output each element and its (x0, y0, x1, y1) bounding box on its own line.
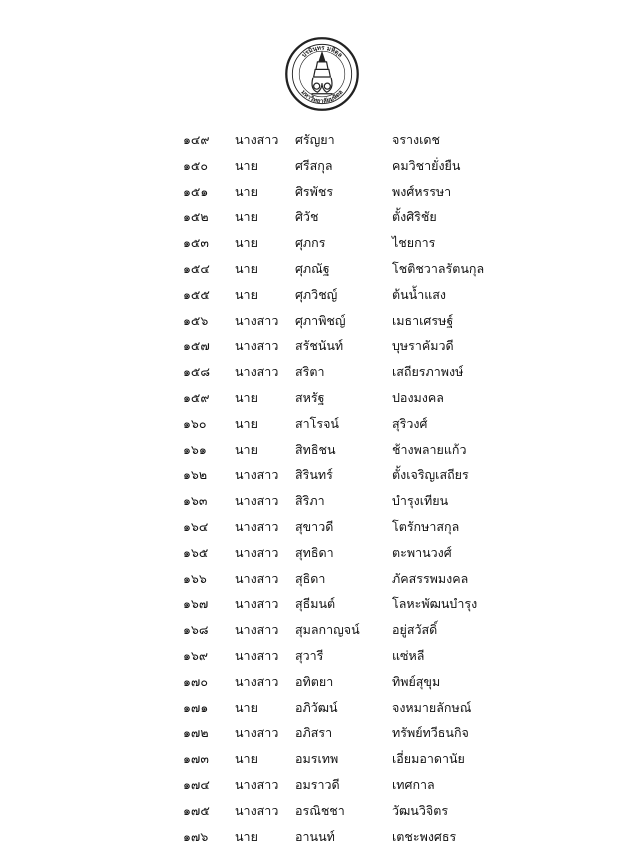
item-title: นางสาว (235, 364, 279, 380)
item-title: นางสาว (235, 776, 279, 792)
item-title: นางสาว (235, 493, 279, 509)
item-last-name: ตะพานวงศ์ (392, 544, 452, 560)
seal-bottom-text: มหาวิทยาลัยมหิดล (299, 88, 345, 105)
item-last-name: ตั้งเจริญเสถียร (392, 467, 469, 483)
item-first-name: ศิวัช (295, 209, 319, 225)
list-item (0, 179, 631, 205)
item-title: นางสาว (235, 570, 279, 586)
list-item (0, 772, 631, 798)
list-item (0, 462, 631, 488)
list-item (0, 308, 631, 334)
seal-top-text: ปรมินฺทร มหิตฺล (300, 44, 344, 60)
item-number: ๑๕๓ (183, 235, 209, 251)
item-last-name: เอี่ยมอาดานัย (392, 751, 465, 767)
item-title: นาย (235, 183, 258, 199)
item-first-name: สุธิดา (295, 570, 326, 586)
item-first-name: สิทธิชน (295, 441, 336, 457)
item-number: ๑๗๔ (183, 776, 210, 792)
item-number: ๑๕๒ (183, 209, 209, 225)
item-number: ๑๕๔ (183, 260, 210, 276)
item-first-name: อภิสรา (295, 725, 333, 741)
item-last-name: คมวิชายั่งยืน (392, 157, 461, 173)
item-title: นางสาว (235, 802, 279, 818)
item-first-name: สุวารี (295, 647, 324, 663)
item-number: ๑๔๙ (183, 132, 210, 147)
item-first-name: สริตา (295, 364, 325, 380)
item-title: นาย (235, 157, 258, 173)
list-item (0, 514, 631, 540)
item-last-name: เมธาเศรษฐ์ (392, 312, 454, 328)
item-first-name: ศุภาพิชญ์ (295, 312, 346, 328)
item-number: ๑๖๓ (183, 493, 208, 509)
item-title: นางสาว (235, 338, 279, 354)
item-last-name: เสถียรภาพงษ์ (392, 364, 464, 380)
list-item (0, 204, 631, 230)
item-last-name: โชติชวาลรัตนกุล (392, 260, 485, 276)
list-item (0, 746, 631, 772)
item-number: ๑๗๕ (183, 802, 210, 818)
item-title: นางสาว (235, 312, 279, 328)
item-title: นางสาว (235, 596, 279, 612)
item-title: นาย (235, 235, 258, 251)
item-last-name: แซ่หลี (392, 647, 425, 663)
item-title: นาย (235, 751, 258, 767)
item-title: นางสาว (235, 544, 279, 560)
item-number: ๑๕๕ (183, 286, 210, 302)
item-last-name: เทศกาล (392, 776, 435, 792)
item-first-name: สุธีมนต์ (295, 596, 336, 612)
item-number: ๑๖๘ (183, 622, 209, 638)
item-number: ๑๗๖ (183, 828, 209, 844)
list-item (0, 643, 631, 669)
item-first-name: อมราวดี (295, 776, 340, 792)
item-title: นาย (235, 260, 258, 276)
item-last-name: เตชะพงศธร (392, 828, 457, 844)
item-number: ๑๖๗ (183, 596, 209, 612)
item-number: ๑๗๑ (183, 699, 209, 715)
list-item (0, 333, 631, 359)
item-last-name: ภัคสรรพมงคล (392, 570, 469, 586)
university-seal-logo (284, 36, 360, 112)
item-title: นางสาว (235, 132, 279, 147)
item-number: ๑๕๑ (183, 183, 209, 199)
item-number: ๑๖๙ (183, 647, 209, 663)
item-number: ๑๗๓ (183, 751, 209, 767)
list-item (0, 411, 631, 437)
list-item (0, 798, 631, 824)
item-number: ๑๕๖ (183, 312, 209, 328)
item-number: ๑๕๘ (183, 364, 211, 380)
list-item (0, 617, 631, 643)
list-item (0, 437, 631, 463)
item-number: ๑๗๒ (183, 725, 209, 741)
item-first-name: ศรัญยา (295, 132, 335, 147)
list-item (0, 591, 631, 617)
item-number: ๑๖๖ (183, 570, 207, 586)
item-last-name: พงศ์หรรษา (392, 183, 452, 199)
item-title: นางสาว (235, 467, 279, 483)
item-title: นางสาว (235, 647, 279, 663)
item-number: ๑๕๗ (183, 338, 210, 354)
item-title: นางสาว (235, 673, 279, 689)
item-first-name: สุทธิดา (295, 544, 334, 560)
item-last-name: วัฒนวิจิตร (392, 802, 449, 818)
item-title: นาย (235, 415, 258, 431)
item-first-name: สหรัฐ (295, 389, 325, 405)
item-last-name: ตั้งศิริชัย (392, 209, 437, 225)
item-first-name: อทิตยา (295, 673, 334, 689)
list-item (0, 695, 631, 721)
list-item (0, 540, 631, 566)
list-item (0, 488, 631, 514)
item-last-name: ทรัพย์ทวีธนกิจ (392, 725, 469, 741)
item-number: ๑๖๕ (183, 544, 209, 560)
item-title: นาย (235, 389, 258, 405)
item-last-name: โตรักษาสกุล (392, 518, 460, 534)
item-number: ๑๗๐ (183, 673, 208, 689)
item-title: นาย (235, 209, 258, 225)
item-last-name: บุษราคัมวดี (392, 338, 454, 354)
item-last-name: จงหมายลักษณ์ (392, 699, 472, 715)
list-item (0, 669, 631, 695)
item-first-name: อภิวัฒน์ (295, 699, 338, 715)
item-number: ๑๕๐ (183, 157, 209, 173)
item-first-name: อมรเทพ (295, 751, 339, 767)
item-title: นาย (235, 441, 258, 457)
item-first-name: อานนท์ (295, 828, 335, 844)
list-item (0, 359, 631, 385)
item-first-name: สุขาวดี (295, 518, 334, 534)
list-item (0, 153, 631, 179)
item-last-name: จรางเดช (392, 132, 441, 147)
item-last-name: อยู่สวัสดิ์ (392, 622, 438, 638)
item-first-name: สิริภา (295, 493, 325, 509)
item-first-name: สาโรจน์ (295, 415, 339, 431)
item-number: ๑๕๙ (183, 389, 210, 405)
item-last-name: ไชยการ (392, 235, 436, 251)
item-first-name: ศรีสกุล (295, 157, 333, 173)
item-first-name: ศุภณัฐ (295, 260, 330, 276)
item-first-name: ศุภวิชญ์ (295, 286, 338, 302)
list-item (0, 127, 631, 153)
item-title: นาย (235, 828, 258, 844)
item-first-name: ศุภกร (295, 235, 326, 251)
list-item (0, 385, 631, 411)
item-number: ๑๖๒ (183, 467, 208, 483)
item-first-name: สิรินทร์ (295, 467, 333, 483)
item-number: ๑๖๐ (183, 415, 207, 431)
item-last-name: ต้นน้ำแสง (392, 286, 447, 302)
item-last-name: ทิพย์สุขุม (392, 673, 441, 689)
list-item (0, 256, 631, 282)
item-first-name: สรัชนันท์ (295, 338, 344, 354)
list-item (0, 720, 631, 746)
item-title: นางสาว (235, 518, 279, 534)
item-first-name: อรณิชชา (295, 802, 345, 818)
item-first-name: ศิรพัชร (295, 183, 334, 199)
item-last-name: บำรุงเทียน (392, 493, 449, 509)
item-last-name: โลหะพัฒนบำรุง (392, 596, 478, 612)
item-last-name: สุริวงศ์ (392, 415, 428, 431)
item-title: นางสาว (235, 622, 279, 638)
list-item (0, 230, 631, 256)
item-last-name: ช้างพลายแก้ว (392, 441, 467, 457)
item-title: นาย (235, 699, 258, 715)
item-number: ๑๖๔ (183, 518, 209, 534)
item-title: นาย (235, 286, 258, 302)
name-list (0, 127, 631, 849)
list-item (0, 282, 631, 308)
item-number: ๑๖๑ (183, 441, 207, 457)
item-first-name: สุมลกาญจน์ (295, 622, 360, 638)
list-item (0, 566, 631, 592)
item-title: นางสาว (235, 725, 279, 741)
list-item (0, 824, 631, 849)
item-last-name: ปองมงคล (392, 389, 444, 405)
